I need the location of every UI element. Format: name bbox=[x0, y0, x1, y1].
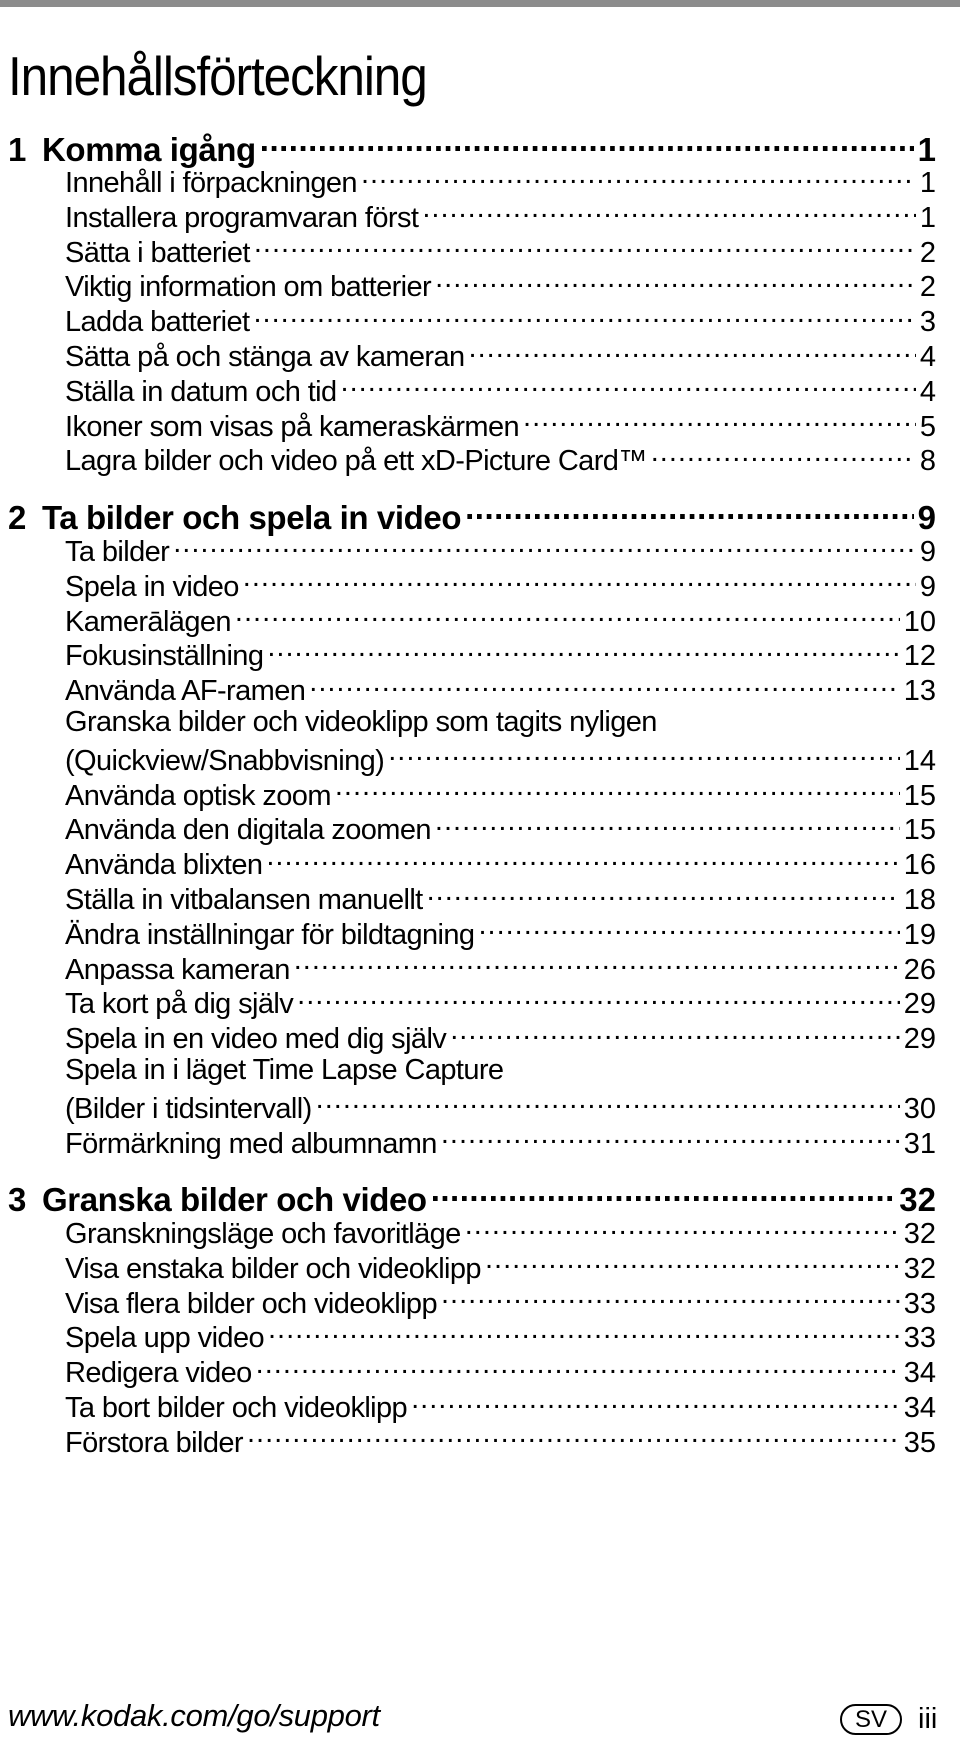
toc-entry[interactable] bbox=[65, 1423, 936, 1460]
toc-page-number: 19 bbox=[903, 918, 936, 951]
toc-page-number: 33 bbox=[903, 1322, 936, 1355]
dot-leader bbox=[478, 915, 899, 944]
dot-leader bbox=[361, 163, 916, 192]
toc-page-number: 10 bbox=[903, 605, 936, 638]
toc-entry[interactable] bbox=[65, 776, 936, 813]
dot-leader bbox=[309, 671, 899, 700]
toc-label: Förmärkning med albumnamn bbox=[65, 1127, 437, 1160]
dot-leader bbox=[431, 1178, 896, 1211]
toc-label: Fokusinställning bbox=[65, 640, 264, 673]
toc-label: Ta kort på dig själv bbox=[65, 988, 294, 1021]
toc-page-number: 15 bbox=[903, 779, 936, 812]
toc-entry[interactable] bbox=[65, 302, 936, 339]
toc-page-number: 2 bbox=[919, 271, 936, 304]
toc-page-number: 29 bbox=[903, 988, 936, 1021]
dot-leader bbox=[435, 810, 900, 839]
toc-chapter-number: 3 bbox=[8, 1181, 27, 1218]
toc-label: Ändra inställningar för bildtagning bbox=[65, 918, 475, 951]
toc-label: Viktig information om batterier bbox=[65, 271, 432, 304]
dot-leader bbox=[335, 776, 900, 805]
toc-entry[interactable] bbox=[65, 1054, 936, 1087]
toc-page-number: 1 bbox=[919, 167, 936, 199]
dot-leader bbox=[388, 741, 899, 770]
dot-leader bbox=[266, 845, 899, 874]
toc-label: Ta bort bilder och videoklipp bbox=[65, 1392, 408, 1424]
toc-label: Anpassa kameran bbox=[65, 953, 290, 986]
toc-label: Använda blixten bbox=[65, 849, 263, 882]
toc-label: Ställa in datum och tid bbox=[65, 375, 337, 408]
dot-leader bbox=[485, 1249, 900, 1278]
toc-page-number: 5 bbox=[919, 410, 936, 443]
toc-entry[interactable] bbox=[65, 233, 936, 270]
toc-label: Lagra bilder och video på ett xD-Picture Card™ bbox=[65, 445, 647, 478]
toc-page-number: 9 bbox=[917, 499, 936, 536]
toc-label: (Quickview/Snabbvisning) bbox=[65, 744, 385, 777]
toc-label: Använda AF-ramen bbox=[65, 675, 306, 708]
toc-entry[interactable] bbox=[65, 1318, 936, 1355]
toc-page-number: 15 bbox=[903, 814, 936, 847]
toc-entry[interactable] bbox=[65, 532, 936, 569]
toc-entry[interactable] bbox=[65, 950, 936, 987]
toc-label: Kamerālägen bbox=[65, 605, 231, 638]
toc-label: Ikoner som visas på kameraskärmen bbox=[65, 410, 520, 443]
toc-label: Komma igång bbox=[42, 131, 256, 168]
dot-leader bbox=[465, 496, 914, 529]
toc-label: Förstora bilder bbox=[65, 1426, 243, 1459]
toc-chapter[interactable] bbox=[8, 496, 936, 537]
toc-entry[interactable] bbox=[65, 267, 936, 304]
toc-entry[interactable] bbox=[65, 1249, 936, 1286]
toc-entry[interactable] bbox=[65, 602, 936, 639]
toc-label: Granska bilder och video bbox=[42, 1181, 427, 1218]
dot-leader bbox=[243, 567, 916, 596]
toc-page-number: 1 bbox=[919, 201, 936, 234]
toc-entry[interactable] bbox=[65, 198, 936, 235]
toc-page-number: 18 bbox=[903, 884, 936, 916]
toc-entry[interactable] bbox=[65, 1019, 936, 1056]
toc-label: Granska bilder och videoklipp som tagits nyligen bbox=[65, 706, 657, 738]
toc-label: Spela in en video med dig själv bbox=[65, 1023, 447, 1056]
toc-entry[interactable] bbox=[65, 1214, 936, 1251]
toc-page-number: 4 bbox=[919, 375, 936, 408]
toc-label: Ställa in vitbalansen manuellt bbox=[65, 884, 423, 916]
dot-leader bbox=[427, 880, 900, 909]
toc-page-number: 3 bbox=[919, 306, 936, 339]
toc-chapter-number: 2 bbox=[8, 499, 27, 536]
toc-page-number: 35 bbox=[903, 1426, 936, 1459]
toc-entry[interactable] bbox=[65, 567, 936, 604]
toc-page-number: 33 bbox=[903, 1287, 936, 1320]
dot-leader bbox=[441, 1124, 900, 1153]
dot-leader bbox=[411, 1388, 900, 1417]
toc-page-number: 26 bbox=[903, 953, 936, 986]
toc-label: Granskningsläge och favoritläge bbox=[65, 1218, 461, 1250]
toc-label: Använda optisk zoom bbox=[65, 779, 331, 812]
toc-page-number: 1 bbox=[917, 131, 936, 168]
toc-entry[interactable] bbox=[65, 636, 936, 673]
dot-leader bbox=[422, 198, 916, 227]
toc-page-number: 32 bbox=[903, 1218, 936, 1250]
toc-label: (Bilder i tidsintervall) bbox=[65, 1092, 312, 1125]
toc-label: Ladda batteriet bbox=[65, 306, 250, 339]
dot-leader bbox=[441, 1284, 900, 1313]
toc-label: Innehåll i förpackningen bbox=[65, 167, 357, 199]
toc-label: Installera programvaran först bbox=[65, 201, 419, 234]
toc-page-number: 30 bbox=[903, 1092, 936, 1125]
dot-leader bbox=[173, 532, 916, 561]
dot-leader bbox=[268, 1318, 900, 1347]
toc-page-number: 34 bbox=[903, 1392, 936, 1424]
toc-label: Sätta på och stänga av kameran bbox=[65, 341, 465, 373]
toc-page-number: 12 bbox=[903, 640, 936, 673]
toc-page-number: 2 bbox=[919, 236, 936, 269]
toc-label: Spela in video bbox=[65, 570, 239, 603]
toc-entry[interactable] bbox=[65, 706, 936, 739]
dot-leader bbox=[254, 233, 916, 262]
toc-page-number: 29 bbox=[903, 1023, 936, 1056]
toc-page-number: 14 bbox=[903, 744, 936, 777]
toc-label: Spela upp video bbox=[65, 1322, 264, 1355]
toc-label: Ta bilder bbox=[65, 536, 170, 568]
dot-leader bbox=[316, 1089, 900, 1118]
toc-entry[interactable] bbox=[65, 337, 936, 374]
toc-entry[interactable] bbox=[65, 741, 936, 778]
dot-leader bbox=[247, 1423, 900, 1452]
toc-page-number: 32 bbox=[899, 1181, 936, 1218]
toc-page-number: 9 bbox=[919, 570, 936, 603]
toc-label: Använda den digitala zoomen bbox=[65, 814, 431, 847]
toc-entry[interactable] bbox=[65, 163, 936, 200]
toc-chapter-number: 1 bbox=[8, 131, 27, 168]
toc-label: Visa flera bilder och videoklipp bbox=[65, 1287, 437, 1320]
toc-chapter[interactable] bbox=[8, 1178, 936, 1219]
toc-entry[interactable] bbox=[65, 441, 936, 478]
toc-label: Sätta i batteriet bbox=[65, 236, 250, 269]
toc-entry[interactable] bbox=[65, 1124, 936, 1161]
dot-leader bbox=[294, 950, 900, 979]
toc-page-number: 31 bbox=[903, 1127, 936, 1160]
toc-entry[interactable] bbox=[65, 845, 936, 882]
toc-page-number: 16 bbox=[903, 849, 936, 882]
dot-leader bbox=[465, 1214, 900, 1243]
toc-entry[interactable] bbox=[65, 407, 936, 444]
toc-entry[interactable] bbox=[65, 1388, 936, 1425]
toc-entry[interactable] bbox=[65, 984, 936, 1021]
toc-entry[interactable] bbox=[65, 915, 936, 952]
toc-label: Spela in i läget Time Lapse Capture bbox=[65, 1054, 504, 1086]
dot-leader bbox=[435, 267, 916, 296]
toc-entry[interactable] bbox=[65, 372, 936, 409]
toc-page-number: 32 bbox=[903, 1252, 936, 1285]
dot-leader bbox=[267, 636, 899, 665]
toc-entry[interactable] bbox=[65, 1089, 936, 1126]
dot-leader bbox=[256, 1353, 900, 1382]
toc-label: Redigera video bbox=[65, 1357, 252, 1390]
dot-leader bbox=[297, 984, 900, 1013]
toc-page-number: 4 bbox=[919, 341, 936, 373]
toc-label: Visa enstaka bilder och videoklipp bbox=[65, 1252, 481, 1285]
dot-leader bbox=[523, 407, 916, 436]
toc-entry[interactable] bbox=[65, 671, 936, 708]
toc-page-number: 8 bbox=[919, 445, 936, 478]
toc-entry[interactable] bbox=[65, 810, 936, 847]
toc-page-number: 9 bbox=[919, 536, 936, 568]
toc-entry[interactable] bbox=[65, 880, 936, 917]
toc-label: Ta bilder och spela in video bbox=[42, 499, 462, 536]
toc-page-number: 34 bbox=[903, 1357, 936, 1390]
language-badge: SV bbox=[840, 1704, 902, 1735]
dot-leader bbox=[235, 602, 900, 631]
dot-leader bbox=[341, 372, 916, 401]
toc-entry[interactable] bbox=[65, 1353, 936, 1390]
dot-leader bbox=[260, 128, 914, 161]
page-number: iii bbox=[918, 1703, 938, 1735]
support-link[interactable]: www.kodak.com/go/support bbox=[8, 1698, 380, 1733]
dot-leader bbox=[254, 302, 916, 331]
dot-leader bbox=[450, 1019, 900, 1048]
toc-page-number: 13 bbox=[903, 675, 936, 708]
page-title: Innehållsförteckning bbox=[8, 45, 427, 107]
dot-leader bbox=[469, 337, 916, 366]
dot-leader bbox=[651, 441, 916, 470]
toc-entry[interactable] bbox=[65, 1284, 936, 1321]
